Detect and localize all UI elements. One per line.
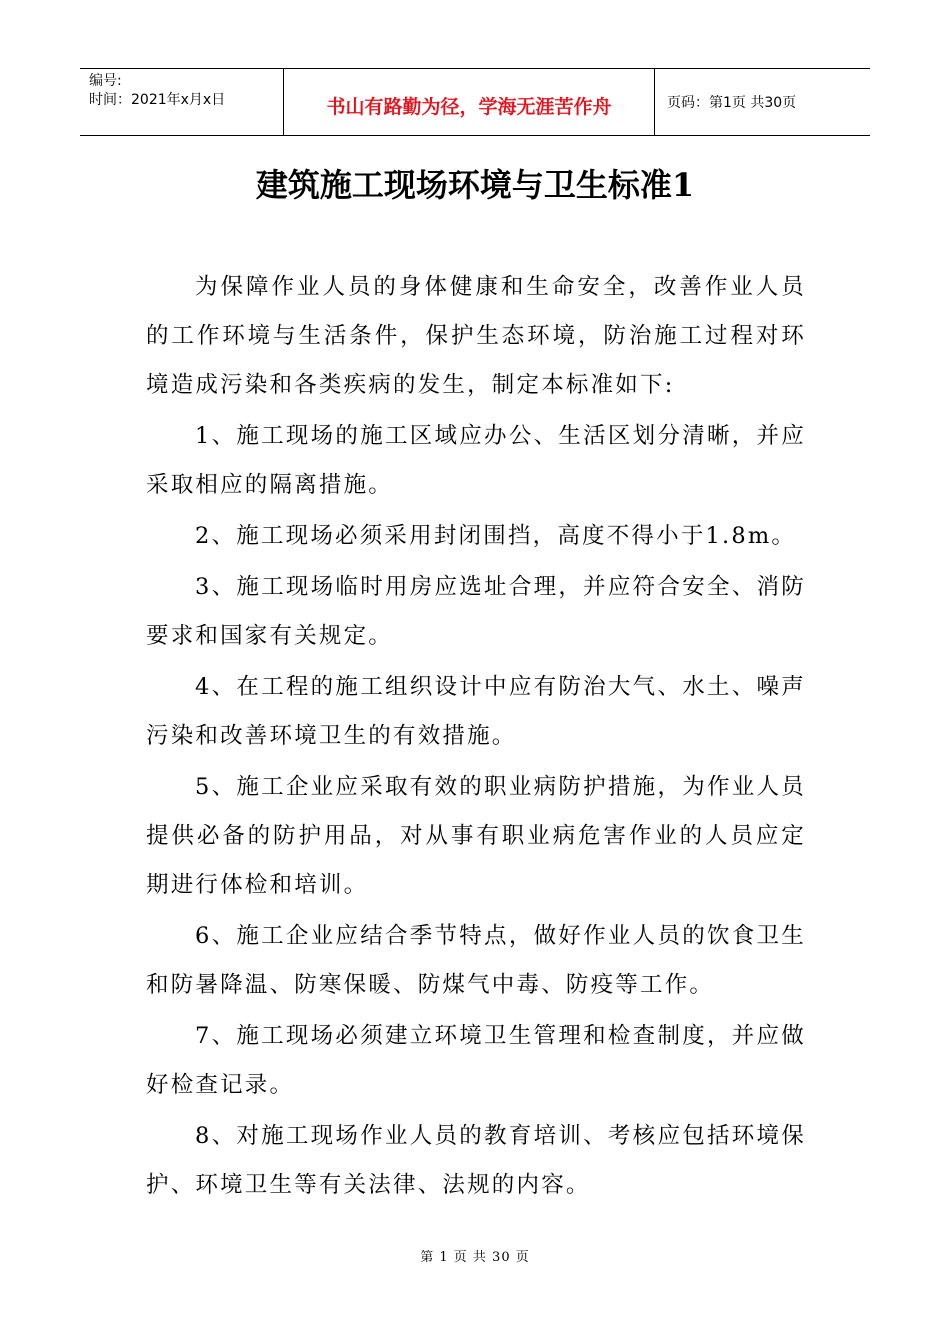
- paragraph-item-2: 2、施工现场必须采用封闭围挡，高度不得小于1.8m。: [195, 523, 797, 549]
- header-motto: 书山有路勤为径，学海无涯苦作舟: [326, 95, 612, 118]
- paragraph-item-8: 8、对施工现场作业人员的教育培训、考核应包括环境保护、环境卫生等有关法律、法规的内容。: [146, 1123, 806, 1198]
- document-time-label: 时间：2021年x月x日: [89, 92, 226, 108]
- paragraph-item-3: 3、施工现场临时用房应选址合理，并应符合安全、消防要求和国家有关规定。: [146, 574, 806, 649]
- paragraph-item-7: 7、施工现场必须建立环境卫生管理和检查制度，并应做好检查记录。: [146, 1023, 806, 1098]
- header-table: [80, 68, 870, 136]
- paragraph-item-1: 1、施工现场的施工区域应办公、生活区划分清晰，并应采取相应的隔离措施。: [146, 423, 806, 498]
- document-number-label: 编号:: [89, 73, 122, 89]
- header-meta-cell: [80, 69, 283, 135]
- header-page-info: 页码：第1页 共30页: [667, 95, 797, 111]
- paragraph-item-6: 6、施工企业应结合季节特点，做好作业人员的饮食卫生和防暑降温、防寒保暖、防煤气中毒、防疫等工作。: [146, 923, 806, 998]
- header-page-cell: [655, 69, 870, 135]
- document-body: [146, 263, 806, 1210]
- paragraph-intro: 为保障作业人员的身体健康和生命安全，改善作业人员的工作环境与生活条件，保护生态环境，防治施工过程对环境造成污染和各类疾病的发生，制定本标准如下:: [146, 274, 806, 398]
- page-footer: 第 1 页 共 30 页: [420, 1250, 530, 1265]
- paragraph-item-4: 4、在工程的施工组织设计中应有防治大气、水土、噪声污染和改善环境卫生的有效措施。: [146, 674, 806, 749]
- document-title: 建筑施工现场环境与卫生标准1: [255, 166, 695, 204]
- paragraph-item-5: 5、施工企业应采取有效的职业病防护措施，为作业人员提供必备的防护用品，对从事有职业病危害作业的人员应定期进行体检和培训。: [146, 774, 806, 898]
- header-motto-cell: [283, 69, 655, 135]
